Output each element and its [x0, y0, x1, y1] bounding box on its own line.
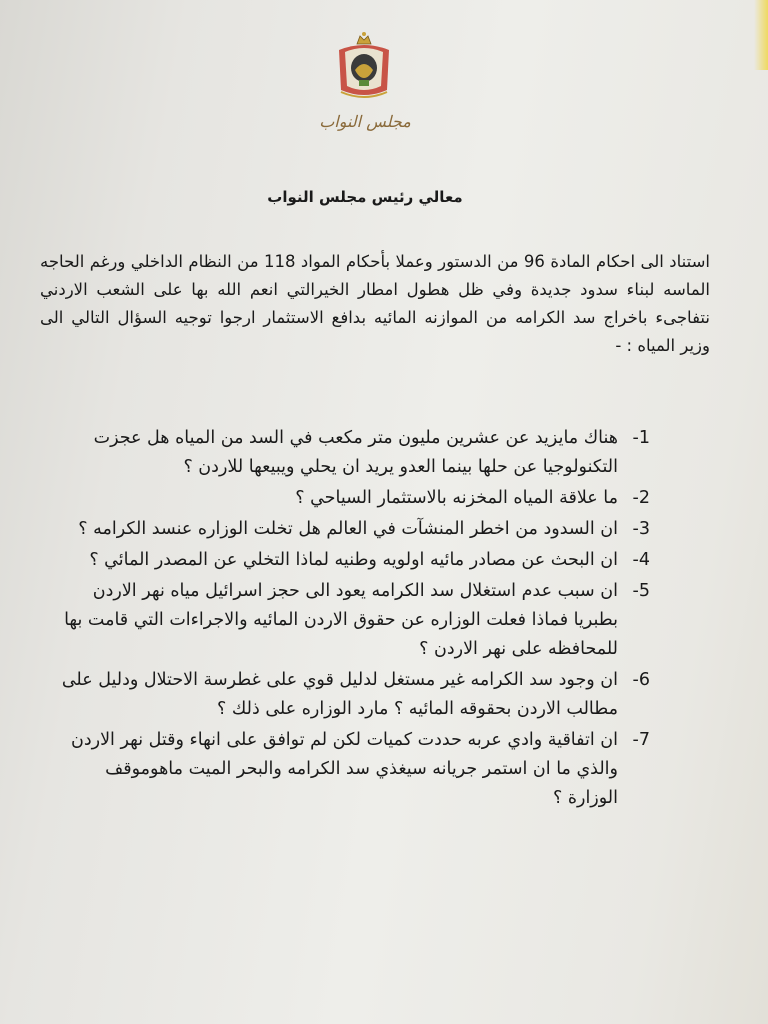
- question-item: [50, 666, 650, 724]
- sticky-note-edge: [754, 0, 768, 70]
- question-text: ان السدود من اخطر المنشآت في العالم هل تخلت الوزاره عنسد الكرامه ؟: [78, 519, 618, 539]
- question-number: 5-: [632, 581, 650, 601]
- question-text: ان وجود سد الكرامه غير مستغل لدليل قوي على غطرسة الاحتلال ودليل على مطالب الاردن بحقوقه المائيه ؟ مارد الوزاره على ذلك ؟: [61, 670, 618, 719]
- question-item: [50, 577, 650, 664]
- intro-paragraph: استناد الى احكام المادة 96 من الدستور وعملا بأحكام المواد 118 من النظام الداخلي ورغم الحاجه الماسه لبناء سدود جديدة وفي ظل هطول امطار الخيرالتي انعم الله بها على الشعب الاردني نتفاجىء باخراج سد الكرامه من الموازنه المائيه بدافع الاستثمار ارجوا توجيه السؤال التالي الى وزير المياه : -: [40, 252, 710, 355]
- council-name: مجلس النواب: [319, 112, 411, 131]
- question-text: ما علاقة المياه المخزنه بالاستثمار السياحي ؟: [295, 488, 618, 508]
- question-item: [50, 726, 650, 813]
- question-text: ان سبب عدم استغلال سد الكرامه يعود الى حجز اسرائيل مياه نهر الاردن بطبريا فماذا فعلت الوزاره عن حقوق الاردن المائيه والاجراءات التي قامت بها للمحافظه على نهر الاردن ؟: [64, 581, 618, 659]
- question-item: [50, 515, 650, 544]
- question-text: ان البحث عن مصادر مائيه اولويه وطنيه لماذا التخلي عن المصدر المائي ؟: [89, 550, 618, 570]
- question-text: هناك مايزيد عن عشرين مليون متر مكعب في السد من المياه هل عجزت التكنولوجيا عن حلها بينما العدو يريد ان يحلي ويبيعها للاردن ؟: [93, 428, 618, 477]
- question-number: 7-: [632, 730, 650, 750]
- salutation: معالي رئيس مجلس النواب: [267, 188, 463, 206]
- question-number: 3-: [632, 519, 650, 539]
- questions-list: [50, 424, 650, 815]
- question-number: 2-: [632, 488, 650, 508]
- question-text: ان اتفاقية وادي عربه حددت كميات لكن لم توافق على انهاء وقتل نهر الاردن والذي ما ان استمر جريانه سيغذي سد الكرامه والبحر الميت ماهوموقف الوزارة ؟: [70, 730, 618, 808]
- question-item: [50, 424, 650, 482]
- question-number: 4-: [632, 550, 650, 570]
- question-number: 1-: [632, 428, 650, 448]
- question-number: 6-: [632, 670, 650, 690]
- question-item: [50, 484, 650, 513]
- question-item: [50, 546, 650, 575]
- royal-crest-icon: [333, 30, 395, 102]
